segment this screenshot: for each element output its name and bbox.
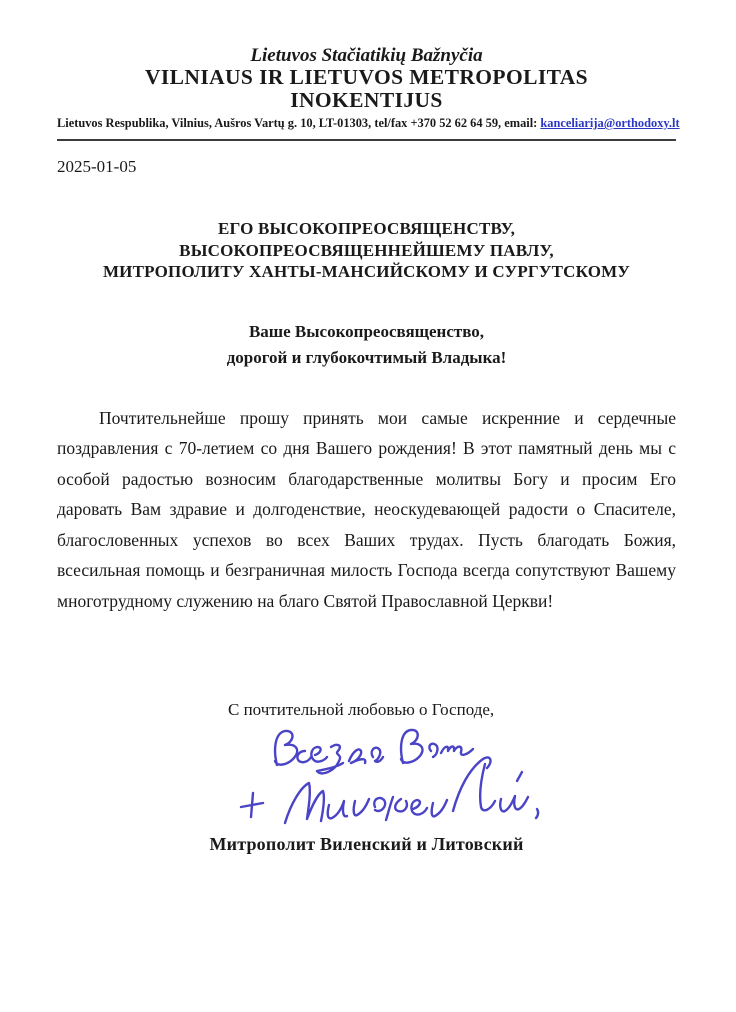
handwritten-signature — [217, 721, 557, 826]
email-link[interactable]: kanceliarija@orthodoxy.lt — [540, 116, 680, 130]
closing-phrase: С почтительной любовью о Господе, — [228, 700, 495, 719]
organization-name: Lietuvos Stačiatikių Bažnyčia — [250, 45, 483, 66]
letterhead-title-line2: INOKENTIJUS — [290, 88, 443, 112]
addressee-line: ЕГО ВЫСОКОПРЕОСВЯЩЕНСТВУ, — [217, 219, 516, 238]
letter-body: Почтительнейше прошу принять мои самые искренние и сердечные поздравления с 70-летием со дня Вашего рождения! В этот памятный день мы с особой радостью возносим благодарственные молитвы Богу и просим Его даровать Вам здравие и долгоденствие, неоскудевающей радости о Спасителе, благословенных успехов во всех Ваших трудах. Пусть благодать Божия, всесильная помощь и безграничная милость Господа всегда сопутствуют Вашему многотрудному служению на благо Святой Православной Церкви! — [57, 407, 676, 611]
contact-line — [57, 116, 680, 131]
signer-title: Митрополит Виленский и Литовский — [209, 834, 524, 854]
salutation-line: Ваше Высокопреосвященство, — [248, 321, 485, 341]
signature-ink-drawing — [217, 721, 557, 826]
letterhead-title-line1: VILNIAUS IR LIETUVOS METROPOLITAS — [144, 65, 589, 89]
signature-line-2 — [241, 757, 538, 823]
salutation-line: дорогой и глубокочтимый Владыка! — [226, 347, 507, 367]
letterhead — [57, 0, 680, 141]
letter-date: 2025-01-05 — [57, 157, 137, 176]
addressee-line: МИТРОПОЛИТУ ХАНТЫ-МАНСИЙСКОМУ И СУРГУТСКОМУ — [102, 262, 631, 281]
signature-line-1 — [275, 730, 473, 773]
letterhead-divider — [57, 139, 676, 141]
contact-address-text: Lietuvos Respublika, Vilnius, Aušros Vartų g. 10, LT-01303, tel/fax +370 52 62 64 59, email: — [57, 116, 541, 130]
salutation-block — [57, 319, 676, 371]
addressee-block — [57, 218, 676, 283]
addressee-line: ВЫСОКОПРЕОСВЯЩЕННЕЙШЕМУ ПАВЛУ, — [179, 240, 554, 260]
